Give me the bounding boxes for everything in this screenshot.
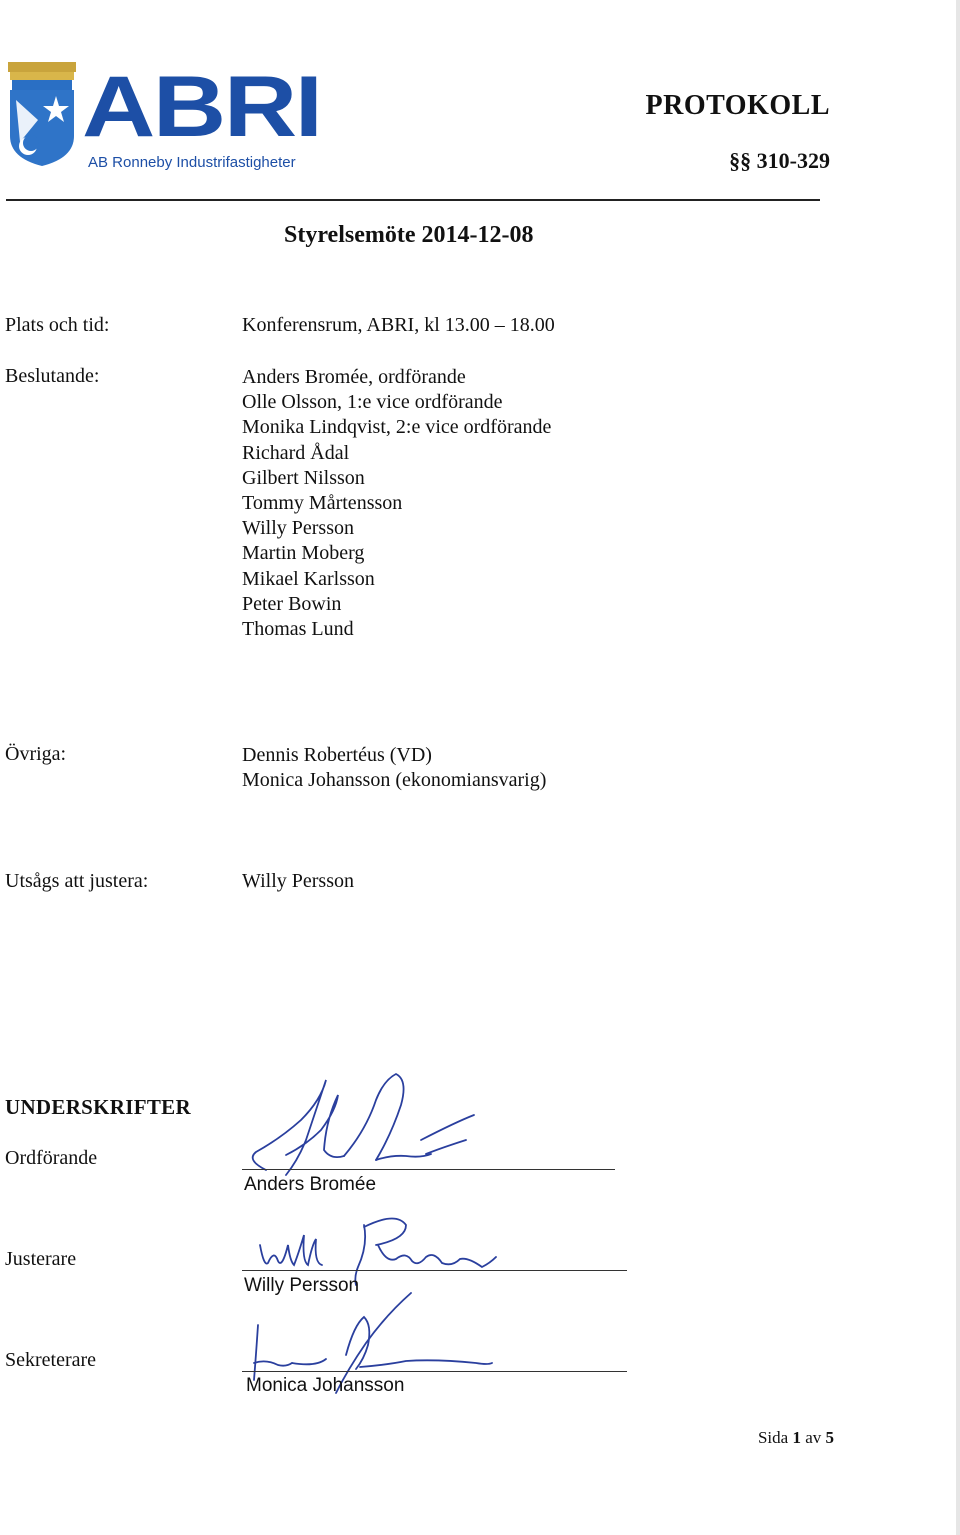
list-item: Mikael Karlsson (242, 567, 375, 590)
paragraph-range: §§ 310-329 (729, 148, 830, 173)
list-item: Gilbert Nilsson (242, 466, 365, 489)
place-time-label: Plats och tid: (5, 314, 110, 336)
ronneby-coat-of-arms-icon (6, 62, 78, 166)
page-edge (956, 0, 960, 1535)
others-label: Övriga: (5, 743, 67, 765)
document-type: PROTOKOLL (645, 90, 830, 121)
list-item: Monica Johansson (ekonomiansvarig) (242, 769, 547, 792)
signature-role-secretary: Sekreterare (5, 1349, 97, 1371)
list-item: Monika Lindqvist, 2:e vice ordförande (242, 416, 552, 439)
signature-role-chair: Ordförande (5, 1147, 98, 1169)
list-item: Peter Bowin (242, 592, 342, 615)
logo-company-name: AB Ronneby Industrifastigheter (88, 154, 296, 171)
signature-line (242, 1169, 615, 1170)
signature-name-secretary: Monica Johansson (246, 1375, 405, 1396)
adjuster-label: Utsågs att justera: (5, 870, 149, 892)
company-logo (6, 59, 321, 174)
signature-name-chair: Anders Bromée (244, 1174, 377, 1195)
logo-wordmark: ABRI (82, 59, 321, 155)
page-total: 5 (825, 1428, 834, 1447)
adjuster-value: Willy Persson (242, 870, 354, 892)
place-time-value: Konferensrum, ABRI, kl 13.00 – 18.00 (242, 314, 555, 336)
header-divider (6, 199, 820, 201)
signature-line (242, 1371, 627, 1372)
decision-makers-label: Beslutande: (5, 365, 100, 387)
signature-role-adjuster: Justerare (5, 1248, 77, 1270)
list-item: Willy Persson (242, 517, 354, 540)
decision-makers-list (242, 365, 551, 642)
page-prefix: Sida (757, 1428, 789, 1447)
list-item: Dennis Robertéus (VD) (242, 744, 432, 766)
signatures-heading: UNDERSKRIFTER (5, 1095, 191, 1119)
signature-line (242, 1270, 627, 1271)
page-number (758, 1428, 834, 1448)
list-item: Thomas Lund (242, 618, 354, 641)
signature-name-adjuster: Willy Persson (244, 1275, 360, 1296)
page-title: Styrelsemöte 2014-12-08 (284, 222, 534, 248)
list-item: Anders Bromée, ordförande (242, 366, 466, 388)
page-current: 1 (792, 1428, 801, 1447)
others-list (242, 743, 546, 793)
list-item: Tommy Mårtensson (242, 492, 403, 515)
list-item: Olle Olsson, 1:e vice ordförande (242, 391, 503, 414)
list-item: Richard Ådal (242, 441, 350, 464)
page-separator: av (805, 1428, 822, 1447)
list-item: Martin Moberg (242, 542, 365, 565)
